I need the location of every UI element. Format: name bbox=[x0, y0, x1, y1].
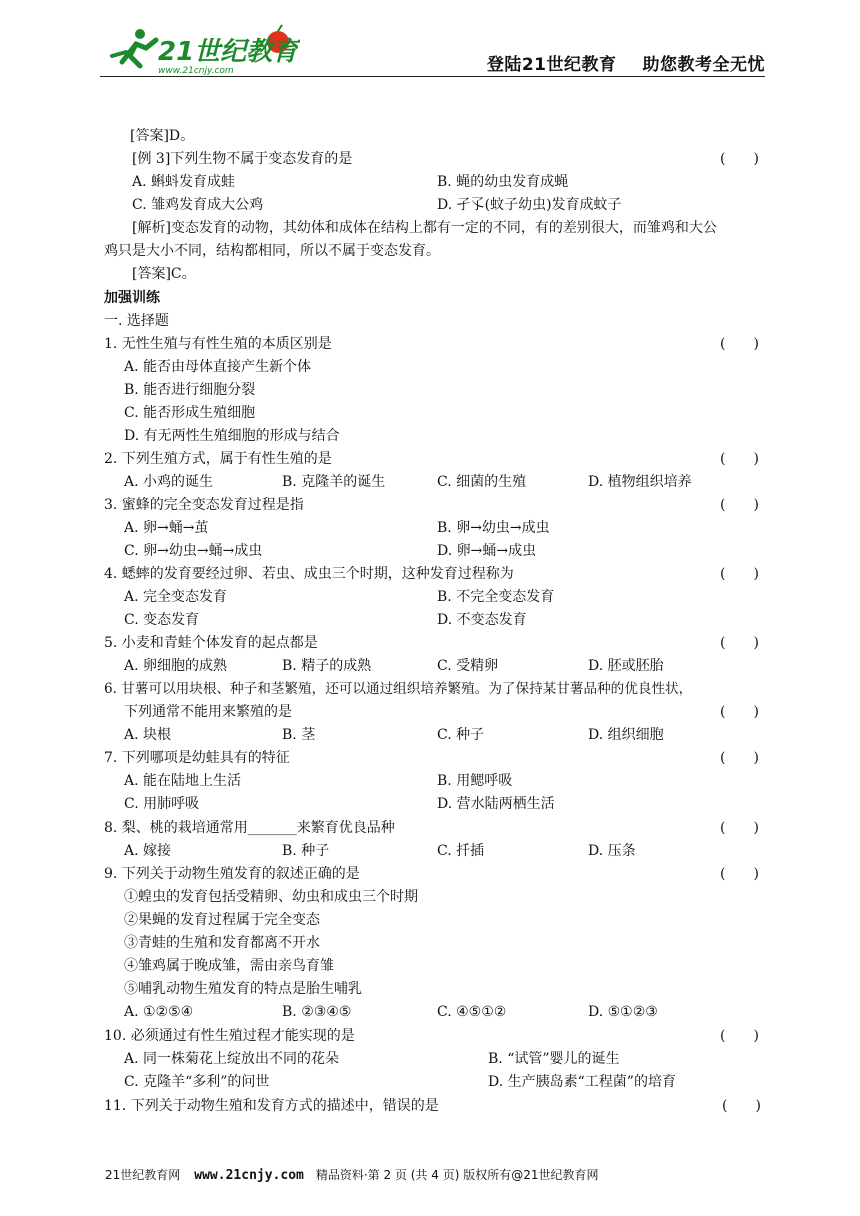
question: 9. 下列关于动物生殖发育的叙述正确的是 bbox=[104, 866, 360, 882]
question: 7. 下列哪项是幼蛙具有的特征 bbox=[104, 750, 290, 766]
option: C. 受精卵 bbox=[437, 658, 499, 674]
header-divider bbox=[100, 76, 765, 77]
page-footer bbox=[105, 1166, 598, 1183]
question: 2. 下列生殖方式，属于有性生殖的是 bbox=[104, 451, 332, 467]
option: A. 完全变态发育 bbox=[124, 589, 228, 605]
footer-left: 21世纪教育网 bbox=[105, 1168, 181, 1182]
answer-paren: ( ) bbox=[722, 1098, 761, 1114]
option: B. ②③④⑤ bbox=[282, 1004, 352, 1020]
answer-paren: ( ) bbox=[720, 151, 759, 167]
option: D. 不变态发育 bbox=[437, 612, 527, 628]
question: 3. 蜜蜂的完全变态发育过程是指 bbox=[104, 497, 304, 513]
option: A. 能在陆地上生活 bbox=[124, 773, 242, 789]
option: D. 压条 bbox=[588, 843, 636, 859]
option: C. 用肺呼吸 bbox=[124, 796, 200, 812]
section-heading: 加强训练 bbox=[104, 290, 160, 306]
option: A. 小鸡的诞生 bbox=[124, 474, 214, 490]
option: D. 孑孓(蚊子幼虫)发育成蚊子 bbox=[437, 197, 622, 213]
answer-line: [答案]C。 bbox=[132, 266, 196, 282]
option: B. 种子 bbox=[282, 843, 330, 859]
answer-paren: ( ) bbox=[720, 497, 759, 513]
option: A. 能否由母体直接产生新个体 bbox=[124, 359, 312, 375]
option: B. 用鳃呼吸 bbox=[437, 773, 513, 789]
option: C. 雏鸡发育成大公鸡 bbox=[132, 197, 264, 213]
option: B. 不完全变态发育 bbox=[437, 589, 555, 605]
answer-paren: ( ) bbox=[720, 750, 759, 766]
answer-paren: ( ) bbox=[720, 635, 759, 651]
question: 8. 梨、桃的栽培通常用_______来繁育优良品种 bbox=[104, 820, 395, 836]
option: A. 卵→蛹→茧 bbox=[124, 520, 209, 536]
answer-paren: ( ) bbox=[720, 866, 759, 882]
statement: ④雏鸡属于晚成雏，需由亲鸟育雏 bbox=[124, 958, 334, 974]
svg-text:21世纪教育: 21世纪教育 bbox=[158, 37, 299, 67]
option: A. 同一株菊花上绽放出不同的花朵 bbox=[124, 1051, 340, 1067]
option: D. 有无两性生殖细胞的形成与结合 bbox=[124, 428, 340, 444]
option: D. 胚或胚胎 bbox=[588, 658, 664, 674]
page-header bbox=[100, 22, 765, 80]
statement: ①蝗虫的发育包括受精卵、幼虫和成虫三个时期 bbox=[124, 889, 418, 905]
option: C. 能否形成生殖细胞 bbox=[124, 405, 256, 421]
analysis-line: [解析]变态发育的动物，其幼体和成体在结构上都有一定的不同，有的差别很大，而雏鸡和大公 bbox=[132, 220, 717, 236]
answer-line: [答案]D。 bbox=[130, 128, 195, 144]
example-question: [例 3]下列生物不属于变态发育的是 bbox=[132, 151, 353, 167]
option: A. 蝌蚪发育成蛙 bbox=[132, 174, 236, 190]
statement: ②果蝇的发育过程属于完全变态 bbox=[124, 912, 320, 928]
answer-paren: ( ) bbox=[720, 566, 759, 582]
option: B. 蝇的幼虫发育成蝇 bbox=[437, 174, 569, 190]
logo-icon bbox=[100, 22, 300, 77]
question-continued: 下列通常不能用来繁殖的是 bbox=[124, 704, 292, 720]
slogan-right: 助您教考全无忧 bbox=[642, 55, 765, 75]
question: 4. 蟋蟀的发育要经过卵、若虫、成虫三个时期，这种发育过程称为 bbox=[104, 566, 514, 582]
option: D. ⑤①②③ bbox=[588, 1004, 658, 1020]
option: C. 卵→幼虫→蛹→成虫 bbox=[124, 543, 263, 559]
option: D. 组织细胞 bbox=[588, 727, 664, 743]
option: C. 种子 bbox=[437, 727, 485, 743]
analysis-line: 鸡只是大小不同，结构都相同，所以不属于变态发育。 bbox=[104, 243, 440, 259]
question: 10. 必须通过有性生殖过程才能实现的是 bbox=[104, 1028, 355, 1044]
answer-paren: ( ) bbox=[720, 704, 759, 720]
option: D. 植物组织培养 bbox=[588, 474, 692, 490]
statement: ⑤哺乳动物生殖发育的特点是胎生哺乳 bbox=[124, 981, 362, 997]
option: A. 块根 bbox=[124, 727, 172, 743]
option: D. 营水陆两栖生活 bbox=[437, 796, 555, 812]
header-slogan bbox=[487, 50, 765, 75]
option: A. ①②⑤④ bbox=[124, 1004, 194, 1020]
slogan-left: 登陆21世纪教育 bbox=[486, 55, 617, 75]
option: A. 卵细胞的成熟 bbox=[124, 658, 228, 674]
option: C. 变态发育 bbox=[124, 612, 200, 628]
question: 1. 无性生殖与有性生殖的本质区别是 bbox=[104, 336, 332, 352]
option: B. 茎 bbox=[282, 727, 316, 743]
option: B. “试管”婴儿的诞生 bbox=[488, 1051, 620, 1067]
option: B. 卵→幼虫→成虫 bbox=[437, 520, 550, 536]
footer-right: 精品资料·第 2 页 (共 4 页) 版权所有@21世纪教育网 bbox=[315, 1168, 599, 1182]
option: D. 生产胰岛素“工程菌”的培育 bbox=[488, 1074, 676, 1090]
statement: ③青蛙的生殖和发育都离不开水 bbox=[124, 935, 320, 951]
question: 11. 下列关于动物生殖和发育方式的描述中，错误的是 bbox=[104, 1098, 439, 1114]
option: C. 细菌的生殖 bbox=[437, 474, 527, 490]
option: C. 扦插 bbox=[437, 843, 485, 859]
footer-site-link[interactable]: www.21cnjy.com bbox=[194, 1168, 304, 1183]
answer-paren: ( ) bbox=[720, 820, 759, 836]
option: B. 克隆羊的诞生 bbox=[282, 474, 386, 490]
option: A. 嫁接 bbox=[124, 843, 172, 859]
option: B. 能否进行细胞分裂 bbox=[124, 382, 256, 398]
question: 6. 甘薯可以用块根、种子和茎繁殖，还可以通过组织培养繁殖。为了保持某甘薯品种的优良性状， bbox=[104, 681, 693, 697]
answer-paren: ( ) bbox=[720, 451, 759, 467]
question: 5. 小麦和青蛙个体发育的起点都是 bbox=[104, 635, 318, 651]
option: C. ④⑤①② bbox=[437, 1004, 507, 1020]
answer-paren: ( ) bbox=[720, 336, 759, 352]
option: D. 卵→蛹→成虫 bbox=[437, 543, 537, 559]
svg-text:www.21cnjy.com: www.21cnjy.com bbox=[158, 66, 234, 76]
option: C. 克隆羊“多利”的问世 bbox=[124, 1074, 270, 1090]
subsection-heading: 一. 选择题 bbox=[104, 313, 169, 329]
answer-paren: ( ) bbox=[720, 1028, 759, 1044]
option: B. 精子的成熟 bbox=[282, 658, 372, 674]
